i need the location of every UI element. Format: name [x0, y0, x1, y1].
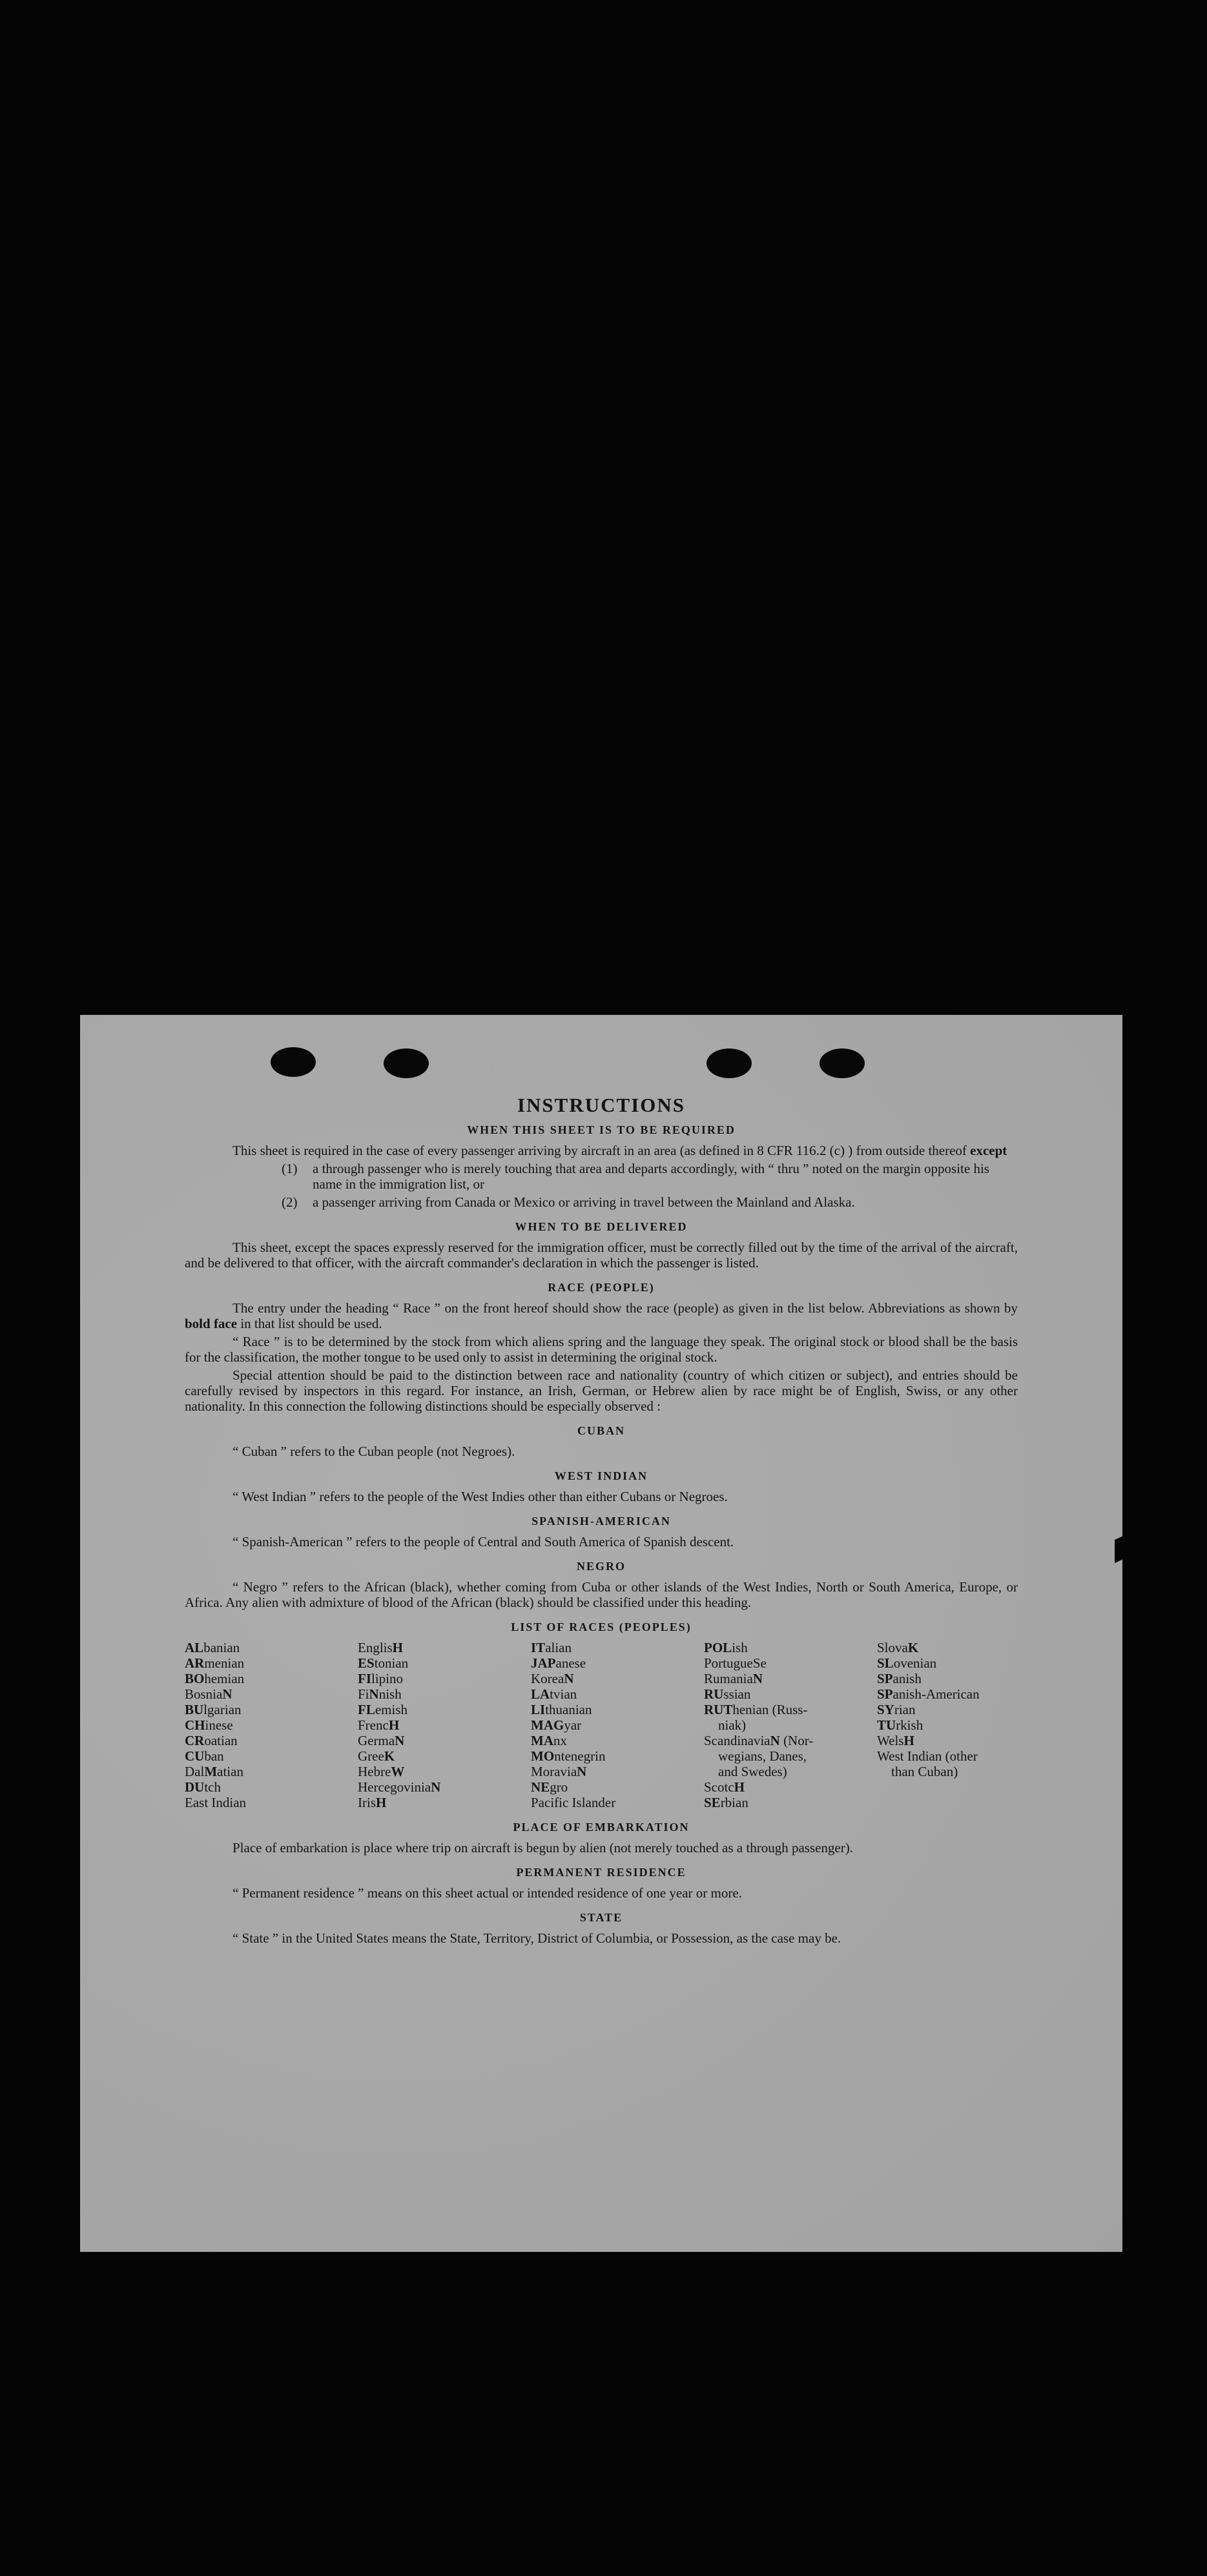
race-entry: WelsH	[877, 1733, 914, 1748]
race-entry: SLovenian	[877, 1655, 937, 1671]
race-entry: HercegoviniaN	[358, 1779, 441, 1795]
race-entry: MOntenegrin	[531, 1748, 606, 1764]
race-entry: POLish	[704, 1640, 748, 1655]
race-entry: than Cuban)	[891, 1764, 958, 1779]
paragraph: The entry under the heading “ Race ” on the front hereof should show the race (people) as given in the list below. Abbreviations as shown by bold face in that list should be used.	[185, 1300, 1018, 1331]
race-entry: GreeK	[358, 1748, 395, 1764]
race-entry: FiNnish	[358, 1686, 402, 1702]
race-entry: SYrian	[877, 1702, 916, 1717]
race-entry: PortugueSe	[704, 1655, 767, 1671]
paragraph: “ State ” in the United States means the State, Territory, District of Columbia, or Possession, as the case may be.	[232, 1930, 841, 1946]
race-entry: ScotcH	[704, 1779, 745, 1795]
document-page	[80, 1015, 1122, 2252]
race-column	[704, 1640, 877, 1810]
paragraph: “ Negro ” refers to the African (black), whether coming from Cuba or other islands of the West Indies, North or South America, Europe, or Africa. Any alien with admixture of blood of the African (black) should be classified under this heading.	[185, 1579, 1018, 1610]
race-entry: BosniaN	[185, 1686, 232, 1702]
race-entry: BUlgarian	[185, 1702, 242, 1717]
race-entry: SPanish	[877, 1671, 922, 1686]
race-entry: CUban	[185, 1748, 224, 1764]
punch-hole	[707, 1048, 752, 1078]
race-entry: NEgro	[531, 1779, 568, 1795]
race-column	[185, 1640, 358, 1810]
race-entry: wegians, Danes,	[718, 1748, 807, 1764]
race-entry: IrisH	[358, 1795, 387, 1810]
paragraph: This sheet is required in the case of every passenger arriving by aircraft in an area (as defined in 8 CFR 116.2 (c) ) from outside thereof except	[232, 1143, 1007, 1158]
race-entry: ITalian	[531, 1640, 572, 1655]
paragraph: Special attention should be paid to the distinction between race and nationality (country of which citizen or subject), and entries should be carefully revised by inspectors in this regard. For instance, an Irish, German, or Hebrew alien by race might be of English, Swiss, or any other nationality. In this connection the following distinctions should be especially observed :	[185, 1367, 1018, 1414]
races-list	[185, 1640, 1018, 1810]
race-entry: Pacific Islander	[531, 1795, 616, 1810]
race-column	[877, 1640, 1018, 1810]
race-entry: EStonian	[358, 1655, 409, 1671]
paragraph: “ West Indian ” refers to the people of the West Indies other than either Cubans or Negroes.	[232, 1489, 728, 1504]
race-entry: LAtvian	[531, 1686, 577, 1702]
section-heading: LIST OF RACES (PEOPLES)	[511, 1620, 692, 1633]
race-entry: East Indian	[185, 1795, 247, 1810]
paragraph: “ Race ” is to be determined by the stock from which aliens spring and the language they speak. The original stock or blood shall be the basis for the classification, the mother tongue to be used only to assist in determining the original stock.	[185, 1334, 1018, 1365]
race-entry: ScandinaviaN (Nor-	[704, 1733, 814, 1748]
race-entry: HebreW	[358, 1764, 405, 1779]
race-entry: TUrkish	[877, 1717, 923, 1733]
paragraph: “ Permanent residence ” means on this sheet actual or intended residence of one year or more.	[232, 1885, 742, 1901]
section-heading: WEST INDIAN	[554, 1469, 648, 1482]
page-title: INSTRUCTIONS	[517, 1094, 685, 1116]
race-entry: SPanish-American	[877, 1686, 980, 1702]
punch-hole	[271, 1047, 316, 1077]
paragraph: Place of embarkation is place where trip on aircraft is begun by alien (not merely touched as a through passenger).	[232, 1840, 853, 1855]
section-heading: STATE	[579, 1911, 623, 1924]
race-column	[358, 1640, 531, 1810]
race-entry: and Swedes)	[718, 1764, 787, 1779]
race-entry: LIthuanian	[531, 1702, 592, 1717]
section-heading: WHEN THIS SHEET IS TO BE REQUIRED	[467, 1123, 736, 1136]
list-item: (1) a through passenger who is merely touching that area and departs accordingly, with “ thru ” noted on the margin opposite his name in the immigration list, or	[282, 1161, 989, 1192]
race-entry: GermaN	[358, 1733, 405, 1748]
page-tear	[1115, 1533, 1129, 1563]
race-entry: RUThenian (Russ-	[704, 1702, 808, 1717]
race-entry: SlovaK	[877, 1640, 919, 1655]
race-entry: CHinese	[185, 1717, 233, 1733]
race-entry: CRoatian	[185, 1733, 238, 1748]
section-heading: WHEN TO BE DELIVERED	[515, 1220, 688, 1233]
race-entry: West Indian (other	[877, 1748, 978, 1764]
race-entry: KoreaN	[531, 1671, 574, 1686]
instructions-body	[185, 1094, 1018, 1948]
section-heading: RACE (PEOPLE)	[548, 1281, 655, 1294]
section-heading: SPANISH-AMERICAN	[531, 1515, 671, 1528]
list-item: (2) a passenger arriving from Canada or Mexico or arriving in travel between the Mainland and Alaska.	[282, 1194, 855, 1210]
race-entry: MAnx	[531, 1733, 567, 1748]
race-entry: EnglisH	[358, 1640, 404, 1655]
race-entry: FLemish	[358, 1702, 408, 1717]
race-entry: niak)	[718, 1717, 747, 1733]
race-entry: MoraviaN	[531, 1764, 587, 1779]
punch-hole	[384, 1048, 429, 1078]
race-column	[531, 1640, 704, 1810]
race-entry: ALbanian	[185, 1640, 240, 1655]
race-entry: DUtch	[185, 1779, 221, 1795]
race-entry: FIlipino	[358, 1671, 404, 1686]
race-entry: BOhemian	[185, 1671, 245, 1686]
race-entry: ARmenian	[185, 1655, 245, 1671]
race-entry: MAGyar	[531, 1717, 582, 1733]
section-heading: PLACE OF EMBARKATION	[513, 1821, 690, 1834]
race-entry: RUssian	[704, 1686, 751, 1702]
paragraph: “ Spanish-American ” refers to the people of Central and South America of Spanish descent.	[232, 1534, 734, 1549]
race-entry: SErbian	[704, 1795, 748, 1810]
section-heading: CUBAN	[577, 1424, 625, 1437]
punch-hole	[820, 1048, 865, 1078]
race-entry: JAPanese	[531, 1655, 586, 1671]
section-heading: PERMANENT RESIDENCE	[516, 1866, 686, 1879]
race-entry: FrencH	[358, 1717, 400, 1733]
section-heading: NEGRO	[576, 1560, 626, 1573]
race-entry: DalMatian	[185, 1764, 243, 1779]
paragraph: “ Cuban ” refers to the Cuban people (not Negroes).	[232, 1444, 515, 1459]
race-entry: RumaniaN	[704, 1671, 763, 1686]
paragraph: This sheet, except the spaces expressly reserved for the immigration officer, must be correctly filled out by the time of the arrival of the aircraft, and be delivered to that officer, with the aircraft commander's declaration in which the passenger is listed.	[185, 1240, 1018, 1271]
